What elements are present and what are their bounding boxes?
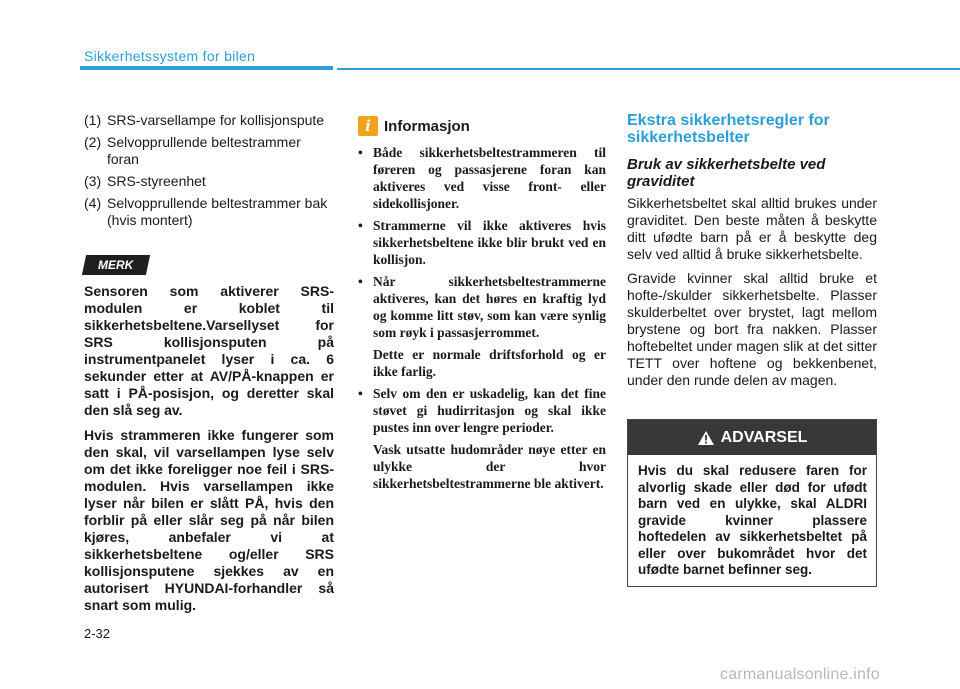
merk-paragraph: Hvis strammeren ikke fungerer som den skal, vil varsellampen lyse selv om det ikke foreligger noe feil i SRS-modulen. Hvis varsellampen ikke lyser når bilen er slått PÅ, hvis den forblir på eller slår seg på når bilen kjøres, anbefaler vi at sikkerhetsbeltene og/eller SRS kollisjonsputene sjekkes av en autorisert HYUNDAI-forhandler så snart som mulig. — [84, 427, 334, 613]
sub-heading: Bruk av sikkerhetsbelte ved graviditet — [627, 156, 826, 190]
right-column — [627, 112, 877, 396]
info-paragraph: Selv om den er uskadelig, kan det fine støvet gi hudirritasjon og skal ikke pustes inn over lengre perioder. — [373, 386, 606, 435]
info-paragraph: Når sikkerhetsbeltestrammerne aktiveres, kan det høres en kraftig lyd og komme litt støv, som kan være synlig som røyk i passasjerrommet. — [373, 274, 606, 340]
info-paragraph: Både sikkerhetsbeltestrammeren til føreren og passasjerene foran kan aktiveres ved visse front- eller sidekollisjoner. — [373, 145, 606, 211]
list-item-text: Selvopprullende beltestrammer foran — [107, 134, 301, 167]
section-heading: Ekstra sikkerhetsregler for sikkerhetsbelter — [627, 112, 830, 146]
body-text — [627, 195, 877, 389]
bullet: • — [358, 386, 363, 401]
list-item-number: (4) — [84, 195, 102, 211]
info-item — [358, 217, 606, 268]
list-item-text: SRS-varsellampe for kollisjonspute — [107, 112, 325, 128]
list-item — [84, 112, 334, 129]
merk-note — [84, 283, 334, 622]
bullet: • — [358, 218, 363, 233]
merk-badge — [82, 255, 150, 275]
list-item-text: Selvopprullende beltestrammer bak (hvis montert) — [107, 195, 328, 228]
body-paragraph: Sikkerhetsbeltet skal alltid brukes under graviditet. Den beste måten å beskytte ditt ufødte barn på er å beskytte deg selv ved alltid å bruke sikkerhetsbelte. — [627, 195, 877, 262]
info-list — [358, 144, 606, 492]
warning-text: Hvis du skal redusere faren for alvorlig skade eller død for ufødt barn ved en ulykke, skal ALDRI gravide kvinner plassere hoftedelen av sikkerhetsbeltet på eller over bukområdet hvor det ufødte barnet befinner seg. — [638, 463, 867, 577]
body-paragraph: Gravide kvinner skal alltid bruke et hofte-/skulder sikkerhetsbelte. Plasser skulderbeltet over brystet, lagt mellom brystene og bort fra nakken. Plasser hoftebeltet under magen slik at det sitter TETT over hoftene og bekkenbenet, under den runde delen av magen. — [627, 270, 877, 388]
info-title: Informasjon — [384, 117, 470, 135]
warning-header — [628, 420, 876, 455]
info-item — [358, 144, 606, 212]
warning-title: ADVARSEL — [720, 428, 808, 446]
list-item — [84, 134, 334, 168]
watermark: carmanualsonline.info — [720, 666, 880, 683]
list-item — [84, 195, 334, 229]
list-item-text: SRS-styreenhet — [107, 173, 206, 189]
list-item — [84, 173, 334, 190]
info-paragraph: Strammerne vil ikke aktiveres hvis sikkerhetsbeltene ikke blir brukt ved en kollisjon. — [373, 218, 606, 267]
list-item-number: (1) — [84, 112, 102, 128]
list-item-number: (3) — [84, 173, 102, 189]
page-number: 2-32 — [84, 626, 111, 641]
merk-label: MERK — [98, 258, 134, 272]
parts-list — [84, 112, 334, 229]
header-rule-thin — [337, 68, 960, 70]
bullet: • — [358, 145, 363, 160]
list-item-number: (2) — [84, 134, 102, 150]
info-item — [358, 273, 606, 380]
info-paragraph: Vask utsatte hudområder nøye etter en ulykke der hvor sikkerhetsbeltestrammerne ble aktivert. — [373, 442, 606, 491]
info-item — [358, 385, 606, 492]
left-column — [84, 112, 334, 613]
warning-triangle-icon — [697, 430, 715, 446]
info-column — [358, 115, 606, 497]
bullet: • — [358, 274, 363, 289]
info-header — [358, 115, 606, 137]
header-rule-thick — [80, 66, 333, 70]
merk-paragraph: Sensoren som aktiverer SRS-modulen er koblet til sikkerhetsbeltene.Varsellyset for SRS kollisjonsputen på instrumentpanelet lyser i ca. 6 sekunder etter at AV/PÅ-knappen er satt i PÅ-posisjon, og deretter skal den slå seg av. — [84, 283, 334, 418]
info-icon: i — [358, 116, 378, 136]
warning-box — [627, 419, 877, 587]
info-paragraph: Dette er normale driftsforhold og er ikke farlig. — [373, 347, 606, 379]
section-title: Sikkerhetssystem for bilen — [84, 48, 256, 64]
